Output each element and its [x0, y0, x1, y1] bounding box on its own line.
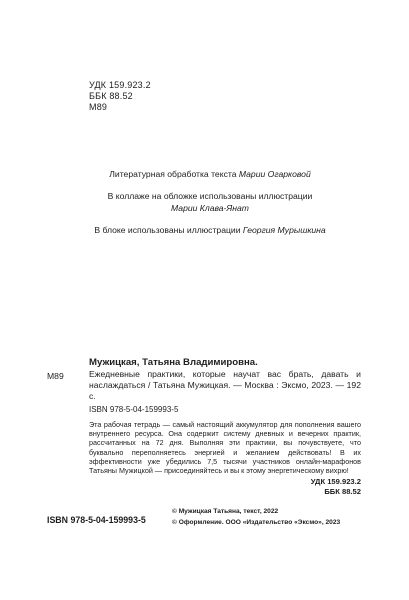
catalog-author-mark: М89 [47, 371, 64, 381]
footer-isbn: ISBN 978-5-04-159993-5 [47, 515, 146, 525]
bibliographic-description: Ежедневные практики, которые научат вас брать, давать и наслаждаться / Татьяна Мужицкая. — Москва : Эксмо, 2023. — 192 с. [89, 369, 361, 402]
catalog-isbn: ISBN 978-5-04-159993-5 [89, 405, 179, 414]
catalog-bbk: ББК 88.52 [324, 486, 361, 496]
copyright-design: © Оформление. ООО «Издательство «Эксмо», 2023 [172, 518, 341, 526]
copyright-notice [172, 507, 362, 528]
book-annotation: Эта рабочая тетрадь — самый настоящий аккумулятор для пополнения вашего внутреннего ресурса. Она содержит систему дневных и вечерних практик, рассчитанных на 72 дня. Выполняя эти практики, вы почувствуете, что буквально переполняетесь энергией и желанием действовать! В их эффективности уже убедились 7,5 тысячи участников онлайн-марафонов Татьяны Мужицкой — присоединяйтесь и вы к этому энергетическому вихрю! [89, 420, 361, 476]
catalog-author: Мужицкая, Татьяна Владимировна. [89, 357, 258, 368]
literary-editing-credit: Литературная обработка текста Марии Огарковой [109, 169, 311, 179]
catalog-classification [296, 477, 361, 496]
classification-block [89, 80, 151, 113]
cover-illustrator-name: Марии Клава-Янат [171, 203, 249, 213]
bbk-code: ББК 88.52 [89, 91, 133, 101]
block-illustrator-name: Георгия Мурышкина [242, 225, 326, 235]
block-illustrations-credit: В блоке использованы иллюстрации Георгия Мурышкина [94, 225, 326, 235]
udc-code: УДК 159.923.2 [89, 80, 151, 90]
author-mark: М89 [89, 102, 108, 112]
catalog-udc: УДК 159.923.2 [310, 477, 361, 486]
literary-editor-name: Марии Огарковой [238, 169, 311, 179]
cover-collage-credit: В коллаже на обложке использованы иллюстрации Марии Клава-Янат [107, 191, 313, 213]
copyright-text: © Мужицкая Татьяна, текст, 2022 [172, 508, 279, 515]
